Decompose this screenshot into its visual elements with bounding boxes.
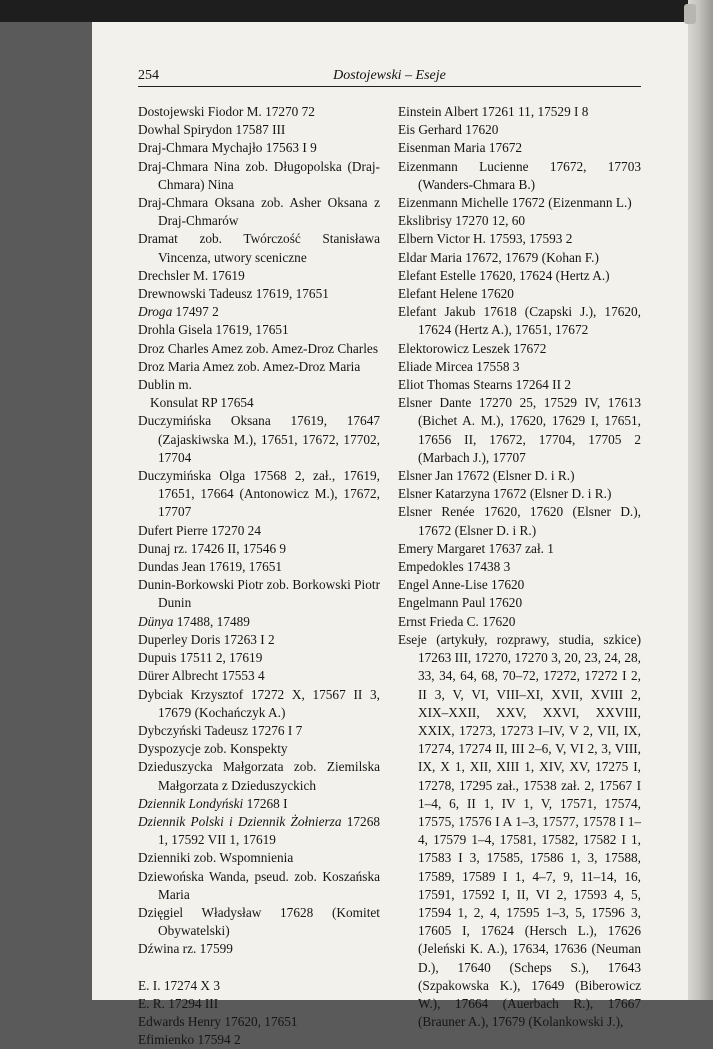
index-entry-text: Draj-Chmara Oksana zob. Asher Oksana z Draj-Chmarów	[138, 195, 380, 229]
index-entry	[398, 394, 641, 467]
index-entry-text: Eseje (artykuły, rozprawy, studia, szkice) 17263 III, 17270, 17270 3, 20, 23, 24, 28, 33, 34, 64, 68, 70–72, 17272, 17272 I 2, II 3, V, VI, VIII–XI, XVII, XVIII 2, XIX–XXII, XXV, XXVI, XXVIII, XXIX, 17273, 17273 I–IV, V 2, VII, IX, 17274, 17274 II, III 2–6, V, VI 2, 3, VIII, IX, X 1, XII, XIII 1, XIV, XV, 17275 I, 17278, 17295 zał., 17538 zał. 2, 17567 I 1–4, 6, II 1, IV 1, V, 17571, 17574, 17575, 17576 I A 1–3, 17577, 17578 I 1–4, 17579 1–4, 17581, 17582, 17582 I 1, 17583 I 3, 17585, 17586 1, 3, 17588, 17589, 17589 I 1, 4–7, 9, 11–14, 16, 17591, 17592 I, II, VI 2, 17593 4, 5, 17594 1, 2, 4, 17595 1–3, 5, 17596 3, 17605 I, 17624 (Hersch L.), 17626 (Jeleński K. A.), 17634, 17636 (Neuman D.), 17640 (Scheps S.), 17643 (Szpakowska K.), 17649 (Biberowicz W.), 17664 (Auerbach R.), 17667 (Brauner A.), 17679 (Kolankowski J.),	[398, 631, 641, 1030]
index-entry-text: Elbern Victor H. 17593, 17593 2	[398, 231, 573, 247]
index-entry-text: Elektorowicz Leszek 17672	[398, 340, 547, 356]
index-entry-italic-title: Droga	[138, 304, 173, 320]
index-entry	[138, 686, 380, 722]
index-entry-text: Droz Charles Amez zob. Amez-Droz Charles	[138, 340, 378, 356]
index-entry-text: Efimienko 17594 2	[138, 1032, 241, 1048]
index-entry-text: Duczymińska Olga 17568 2, zał., 17619, 17651, 17664 (Antonowicz M.), 17672, 17707	[138, 468, 380, 520]
index-entry-text: Duperley Doris 17263 I 2	[138, 631, 275, 647]
index-entry	[398, 558, 641, 576]
index-entry-text: Engel Anne-Lise 17620	[398, 577, 525, 593]
index-entry-text: Dzieduszycka Małgorzata zob. Ziemilska Małgorzata z Dzieduszyckich	[138, 759, 380, 793]
index-entry	[138, 412, 380, 467]
index-entry-text: Elefant Estelle 17620, 17624 (Hertz A.)	[398, 267, 610, 283]
index-entry	[138, 522, 380, 540]
index-entry	[138, 613, 380, 631]
index-entry-text: Dostojewski Fiodor M. 17270 72	[138, 104, 315, 119]
index-entry	[398, 158, 641, 194]
index-entry-text: 17268 1, 17592 VII 1, 17619	[158, 813, 380, 848]
index-entry	[398, 303, 641, 339]
index-entry	[398, 358, 641, 376]
scanner-top-border	[0, 0, 713, 22]
index-entry-text: Elsner Katarzyna 17672 (Elsner D. i R.)	[398, 486, 612, 502]
index-entry-text: Dybciak Krzysztof 17272 X, 17567 II 3, 17679 (Kochańczyk A.)	[138, 686, 380, 720]
index-entry	[398, 594, 641, 612]
index-entry-text: Edwards Henry 17620, 17651	[138, 1013, 298, 1029]
index-entry-text: Empedokles 17438 3	[398, 559, 511, 575]
index-entry	[138, 358, 380, 376]
index-entry-text: Dufert Pierre 17270 24	[138, 522, 261, 538]
index-entry	[138, 467, 380, 522]
index-entry	[138, 667, 380, 685]
index-entry	[398, 194, 641, 212]
index-entry	[138, 904, 380, 940]
index-entry-text: Elsner Jan 17672 (Elsner D. i R.)	[398, 468, 575, 484]
index-entry-text: Eliot Thomas Stearns 17264 II 2	[398, 377, 571, 393]
index-entry-text: Dzienniki zob. Wspomnienia	[138, 850, 294, 866]
index-entry-text: Emery Margaret 17637 zał. 1	[398, 540, 554, 556]
index-entry-text: Einstein Albert 17261 11, 17529 I 8	[398, 104, 589, 119]
index-entry-text: Dźwina rz. 17599	[138, 941, 233, 957]
index-entry	[138, 740, 380, 758]
index-entry-text: Duczymińska Oksana 17619, 17647 (Zajaskiwska M.), 17651, 17672, 17702, 17704	[138, 413, 380, 465]
index-entry-text: Eisenman Maria 17672	[398, 140, 523, 156]
index-entry	[398, 249, 641, 267]
index-entry	[138, 194, 380, 230]
index-entry	[138, 849, 380, 867]
index-entry	[138, 376, 380, 394]
index-entry-text: Eizenmann Lucienne 17672, 17703 (Wanders-Chmara B.)	[398, 158, 641, 192]
index-entry-text: Ekslibrisy 17270 12, 60	[398, 213, 526, 229]
index-entry	[138, 303, 380, 321]
index-entry	[138, 576, 380, 612]
index-entry	[138, 267, 380, 285]
index-entry-text: Dziewońska Wanda, pseud. zob. Koszańska Maria	[138, 868, 380, 902]
index-entry-text: Elsner Dante 17270 25, 17529 IV, 17613 (Bichet A. M.), 17620, 17629 I, 17651, 17656 II, 17672, 17704, 17705 2 (Marbach J.), 17707	[398, 395, 641, 465]
index-entry	[398, 285, 641, 303]
index-entry-text: Dundas Jean 17619, 17651	[138, 559, 283, 575]
index-entry-text: E. I. 17274 X 3	[138, 977, 220, 993]
index-entry	[138, 230, 380, 266]
index-entry-text: Drechsler M. 17619	[138, 267, 245, 283]
index-entry-text: Dunin-Borkowski Piotr zob. Borkowski Piotr Dunin	[138, 577, 380, 611]
index-entry	[138, 758, 380, 794]
index-entry	[398, 631, 641, 1031]
index-entry-text: 17488, 17489	[173, 613, 250, 629]
index-entry-text: Dupuis 17511 2, 17619	[138, 650, 263, 666]
index-entry-text: Dublin m.	[138, 377, 192, 393]
index-entry	[138, 977, 380, 995]
index-entry	[138, 631, 380, 649]
index-entry-text: Draj-Chmara Mychajło 17563 I 9	[138, 140, 317, 156]
index-entry-text: Drewnowski Tadeusz 17619, 17651	[138, 286, 329, 302]
page-number: 254	[138, 68, 159, 83]
index-entry	[398, 485, 641, 503]
index-entry	[398, 503, 641, 539]
scan-tab-marker	[684, 4, 696, 24]
index-entry-text: 17497 2	[172, 304, 219, 320]
index-entry	[138, 321, 380, 339]
index-entry	[138, 540, 380, 558]
index-entry	[138, 1013, 380, 1031]
index-entry	[398, 613, 641, 631]
index-entry-italic-title: Dziennik Londyński	[138, 795, 244, 811]
index-entry-text: Dürer Albrecht 17553 4	[138, 668, 265, 684]
index-entry	[398, 576, 641, 594]
index-entry	[138, 158, 380, 194]
index-entry-text: Elsner Renée 17620, 17620 (Elsner D.), 17672 (Elsner D. i R.)	[398, 504, 641, 538]
index-entry	[398, 540, 641, 558]
index-entry	[138, 558, 380, 576]
index-entry	[398, 103, 641, 121]
index-entry-text: Dramat zob. Twórczość Stanisława Vincenza, utwory sceniczne	[138, 231, 380, 265]
index-entry	[138, 394, 380, 412]
index-entry	[138, 340, 380, 358]
index-entry	[138, 940, 380, 958]
index-entry-text: Dybczyński Tadeusz 17276 I 7	[138, 722, 303, 738]
running-header	[138, 66, 641, 87]
index-entry	[398, 467, 641, 485]
index-entry-text: Droz Maria Amez zob. Amez-Droz Maria	[138, 358, 361, 374]
index-entry-text: Eizenmann Michelle 17672 (Eizenmann L.)	[398, 195, 632, 211]
index-entry-text: Drohla Gisela 17619, 17651	[138, 322, 289, 338]
index-entry-italic-title: Dziennik Polski i Dziennik Żołnierza	[138, 813, 342, 829]
index-entry	[138, 995, 380, 1013]
index-entry	[138, 722, 380, 740]
index-entry-text: Dyspozycje zob. Konspekty	[138, 741, 288, 757]
index-entry	[398, 376, 641, 394]
index-entry-text: Dzięgiel Władysław 17628 (Komitet Obywatelski)	[138, 904, 380, 939]
index-column-left	[138, 103, 380, 1049]
index-entry-text: 17268 I	[243, 795, 288, 811]
index-entry-text: E. R. 17294 III	[138, 995, 219, 1011]
index-entry	[398, 139, 641, 157]
index-column-right	[398, 103, 641, 1031]
index-entry-text: Dunaj rz. 17426 II, 17546 9	[138, 540, 287, 556]
index-entry-text: Dowhal Spirydon 17587 III	[138, 122, 286, 138]
index-entry-text: Eldar Maria 17672, 17679 (Kohan F.)	[398, 249, 599, 265]
index-entry	[138, 795, 380, 813]
index-entry	[138, 813, 380, 849]
index-entry-text: Elefant Helene 17620	[398, 286, 514, 302]
index-entry-text: Elefant Jakub 17618 (Czapski J.), 17620, 17624 (Hertz A.), 17651, 17672	[398, 304, 641, 338]
index-entry	[138, 103, 380, 121]
index-entry	[398, 267, 641, 285]
index-entry	[138, 868, 380, 904]
index-entry	[398, 230, 641, 248]
index-entry-text: Eliade Mircea 17558 3	[398, 358, 520, 374]
running-title: Dostojewski – Eseje	[333, 68, 446, 83]
index-entry	[138, 1031, 380, 1049]
index-entry-text: Konsulat RP 17654	[150, 395, 254, 411]
index-entry	[138, 139, 380, 157]
index-entry	[138, 649, 380, 667]
page-edge-shadow	[688, 0, 713, 1000]
index-entry	[398, 121, 641, 139]
index-entry-text: Draj-Chmara Nina zob. Długopolska (Draj-Chmara) Nina	[138, 158, 380, 192]
index-entry	[398, 212, 641, 230]
index-entry-text: Ernst Frieda C. 17620	[398, 613, 516, 629]
index-entry	[398, 340, 641, 358]
index-entry-text: Eis Gerhard 17620	[398, 122, 499, 138]
index-entry-text: Engelmann Paul 17620	[398, 595, 523, 611]
index-entry	[138, 121, 380, 139]
index-entry-italic-title: Dünya	[138, 613, 174, 629]
index-entry	[138, 285, 380, 303]
